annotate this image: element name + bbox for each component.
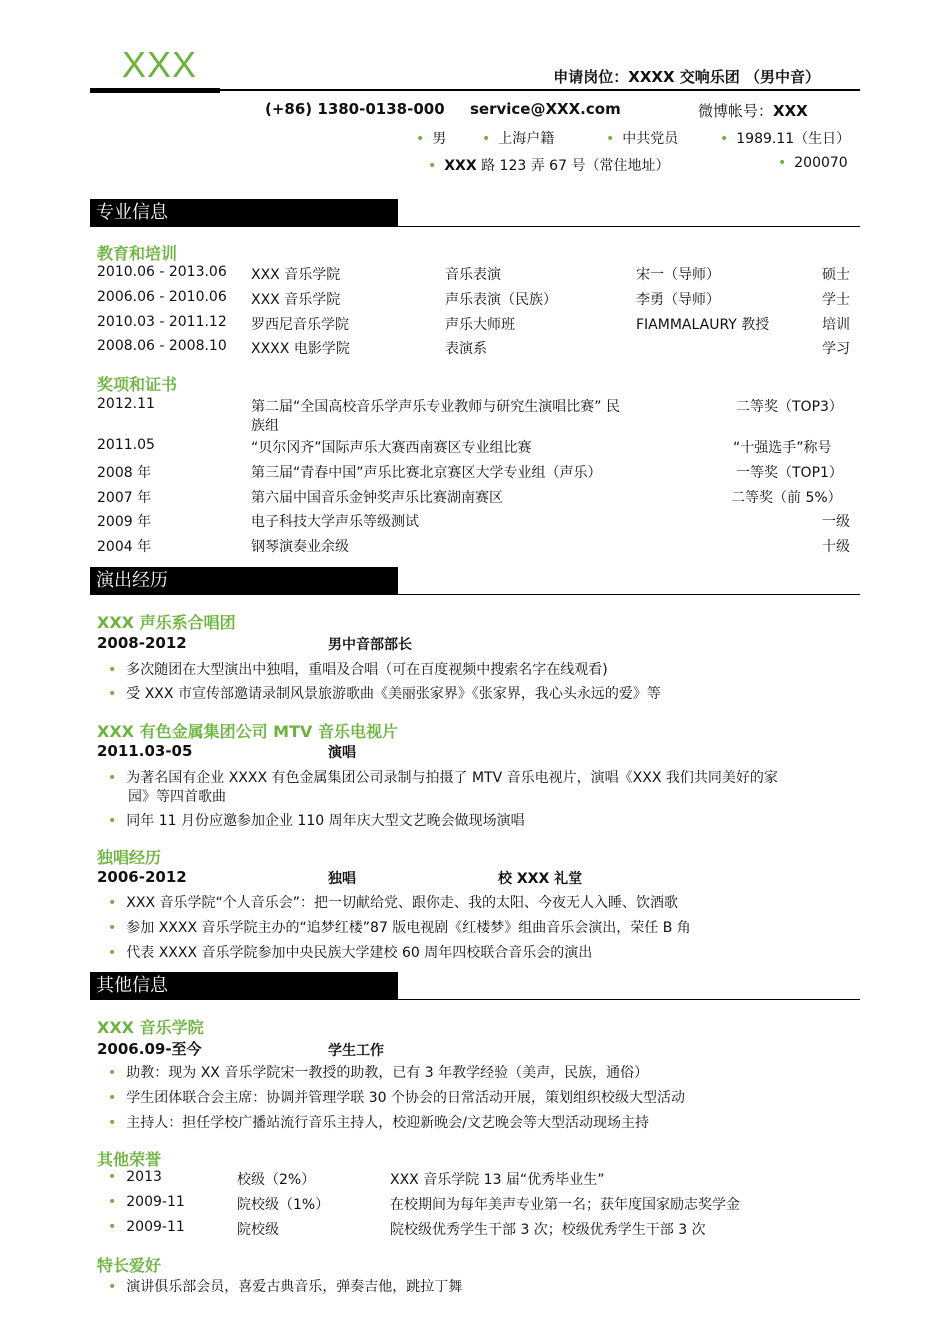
bullet-text: 主持人：担任学校广播站流行音乐主持人，校迎新晚会/文艺晚会等大型活动现场主持 [126, 1115, 649, 1131]
weibo-value: XXX [773, 102, 808, 120]
honor-row [108, 1219, 185, 1235]
email: service@XXX.com [470, 100, 621, 118]
bullet-dot-icon: • [606, 131, 615, 147]
edu-date: 2010.06 - 2013.06 [97, 264, 227, 280]
honor-row [108, 1194, 185, 1210]
list-item [108, 659, 608, 679]
list-item [108, 767, 778, 787]
section-divider [398, 226, 860, 227]
school-date: 2006.09-至今 [97, 1040, 202, 1058]
edu-school: XXX 音乐学院 [251, 267, 341, 283]
list-item [108, 810, 525, 830]
section-other: 其他信息 [90, 972, 398, 1000]
award-result: 一级 [822, 514, 850, 530]
list-item [108, 1276, 462, 1296]
apply-position: 申请岗位：XXXX 交响乐团 （男中音） [553, 68, 820, 86]
section-professional: 专业信息 [90, 199, 398, 227]
edu-mentor: 李勇（导师） [636, 292, 720, 308]
address-bold: XXX [444, 158, 477, 174]
info-address [428, 155, 669, 175]
bullet-dot-icon: • [108, 1169, 117, 1185]
award-name: 第二届“全国高校音乐学声乐专业教师与研究生演唱比赛” 民 [251, 399, 620, 415]
birthday: 1989.11（生日） [736, 131, 851, 147]
award-result: 二等奖（前 5%） [731, 490, 842, 506]
bullet-text: 为著名国有企业 XXXX 有色金属集团公司录制与拍摄了 MTV 音乐电视片，演唱《XXX 我们共同美好的家 [126, 770, 778, 786]
edu-school: XXXX 电影学院 [251, 341, 350, 357]
edu-degree: 学习 [822, 341, 850, 357]
edu-degree: 硕士 [822, 267, 850, 283]
edu-major: 声乐表演（民族） [445, 292, 557, 308]
award-year: 2009 年 [97, 514, 152, 530]
bullet-dot-icon: • [416, 131, 425, 147]
mtv-title: XXX 有色金属集团公司 MTV 音乐电视片 [97, 722, 398, 741]
info-hukou [482, 128, 554, 148]
bullet-dot-icon: • [108, 1194, 117, 1210]
list-item [108, 683, 661, 703]
award-name: 第六届中国音乐金钟奖声乐比赛湖南赛区 [251, 490, 503, 506]
bullet-dot-icon: • [108, 770, 117, 786]
solo-venue: 校 XXX 礼堂 [498, 871, 583, 887]
edu-mentor: FIAMMALAURY 教授 [636, 317, 770, 333]
info-party [606, 128, 678, 148]
hukou: 上海户籍 [498, 131, 555, 147]
bullet-dot-icon: • [482, 131, 491, 147]
award-result: “十强选手”称号 [733, 440, 832, 456]
candidate-name: XXX [122, 44, 198, 85]
honors-title: 其他荣誉 [97, 1150, 162, 1169]
edu-mentor: 宋一（导师） [636, 267, 720, 283]
edu-major: 音乐表演 [445, 267, 501, 283]
school-title: XXX 音乐学院 [97, 1018, 204, 1037]
list-item [108, 1087, 685, 1107]
bullet-text: 同年 11 月份应邀参加企业 110 周年庆大型文艺晚会做现场演唱 [126, 813, 525, 829]
choir-title: XXX 声乐系合唱团 [97, 613, 236, 632]
bullet-text: 多次随团在大型演出中独唱，重唱及合唱（可在百度视频中搜索名字在线观看) [126, 662, 608, 678]
honor-year: 2009-11 [126, 1219, 185, 1235]
award-result: 十级 [822, 539, 850, 555]
edu-date: 2010.03 - 2011.12 [97, 314, 227, 330]
bullet-dot-icon: • [720, 131, 729, 147]
school-role: 学生工作 [328, 1043, 384, 1059]
mtv-date: 2011.03-05 [97, 742, 193, 760]
bullet-text: 代表 XXXX 音乐学院参加中央民族大学建校 60 周年四校联合音乐会的演出 [126, 945, 593, 961]
weibo-label: 微博帐号： [698, 102, 774, 120]
edu-date: 2008.06 - 2008.10 [97, 338, 227, 354]
bullet-text: XXX 音乐学院“个人音乐会”：把一切献给党、跟你走、我的太阳、今夜无人入睡、饮酒歌 [126, 895, 678, 911]
bullet-dot-icon: • [108, 1279, 117, 1295]
solo-role: 独唱 [328, 871, 356, 887]
info-gender [416, 128, 446, 148]
edu-school: 罗西尼音乐学院 [251, 317, 349, 333]
postcode: 200070 [794, 155, 848, 171]
award-result: 一等奖（TOP1） [736, 465, 843, 481]
award-year: 2008 年 [97, 465, 152, 481]
list-item [108, 892, 678, 912]
bullet-dot-icon: • [108, 1065, 117, 1081]
award-year: 2004 年 [97, 539, 152, 555]
party: 中共党员 [622, 131, 679, 147]
honor-desc: XXX 音乐学院 13 届“优秀毕业生” [390, 1172, 605, 1188]
info-postcode [778, 155, 848, 171]
honor-desc: 院校级优秀学生干部 3 次；校级优秀学生干部 3 次 [390, 1222, 706, 1238]
solo-date: 2006-2012 [97, 868, 187, 886]
honor-year: 2009-11 [126, 1194, 185, 1210]
education-title: 教育和培训 [97, 244, 178, 263]
award-result: 二等奖（TOP3） [736, 399, 843, 415]
phone: (+86) 1380-0138-000 [265, 100, 445, 118]
bullet-text: 学生团体联合会主席：协调并管理学联 30 个协会的日常活动开展，策划组织校级大型活动 [126, 1090, 685, 1106]
award-year: 2012.11 [97, 396, 155, 412]
bullet-dot-icon: • [108, 686, 117, 702]
solo-title: 独唱经历 [97, 848, 162, 867]
award-year: 2011.05 [97, 437, 155, 453]
bullet-dot-icon: • [108, 1219, 117, 1235]
section-performance: 演出经历 [90, 567, 398, 595]
bullet-text: 助教：现为 XX 音乐学院宋一教授的助教，已有 3 年教学经验（美声，民族，通俗） [126, 1065, 649, 1081]
honor-desc: 在校期间为每年美声专业第一名；获年度国家励志奖学金 [390, 1197, 740, 1213]
hobbies-text: 演讲俱乐部会员，喜爱古典音乐，弹奏吉他，跳拉丁舞 [126, 1279, 463, 1295]
bullet-dot-icon: • [108, 662, 117, 678]
header-divider [220, 89, 860, 91]
bullet-dot-icon: • [778, 155, 787, 171]
awards-title: 奖项和证书 [97, 375, 178, 394]
edu-degree: 培训 [822, 317, 850, 333]
award-name: “贝尔冈齐”国际声乐大赛西南赛区专业组比赛 [251, 440, 532, 456]
honor-level: 院校级 [237, 1222, 279, 1238]
bullet-text: 受 XXX 市宣传部邀请录制风景旅游歌曲《美丽张家界》《张家界，我心头永远的爱》等 [126, 686, 661, 702]
list-item [108, 1112, 649, 1132]
address-rest: 路 123 弄 67 号（常住地址） [476, 158, 670, 174]
honor-level: 校级（2%） [237, 1172, 316, 1188]
bullet-text-cont: 园》等四首歌曲 [128, 789, 226, 805]
bullet-text: 参加 XXXX 音乐学院主办的“追梦红楼”87 版电视剧《红楼梦》组曲音乐会演出，荣任 B 角 [126, 920, 691, 936]
honor-year: 2013 [126, 1169, 162, 1185]
section-divider [398, 594, 860, 595]
bullet-dot-icon: • [108, 945, 117, 961]
award-name: 第三届“青春中国”声乐比赛北京赛区大学专业组（声乐） [251, 465, 602, 481]
bullet-dot-icon: • [428, 158, 437, 174]
choir-role: 男中音部部长 [328, 637, 412, 653]
bullet-dot-icon: • [108, 920, 117, 936]
info-birth [720, 128, 850, 148]
edu-major: 声乐大师班 [445, 317, 515, 333]
award-name: 钢琴演奏业余级 [251, 539, 349, 555]
list-item [108, 917, 691, 937]
honor-level: 院校级（1%） [237, 1197, 330, 1213]
edu-major: 表演系 [445, 341, 487, 357]
mtv-role: 演唱 [328, 745, 356, 761]
award-name: 电子科技大学声乐等级测试 [251, 514, 419, 530]
list-item [108, 1062, 648, 1082]
weibo [698, 100, 808, 121]
edu-date: 2006.06 - 2010.06 [97, 289, 227, 305]
edu-degree: 学士 [822, 292, 850, 308]
bullet-dot-icon: • [108, 1090, 117, 1106]
award-name-cont: 族组 [251, 418, 279, 434]
honor-row [108, 1169, 162, 1185]
choir-date: 2008-2012 [97, 634, 187, 652]
section-divider [398, 999, 860, 1000]
name-underline [90, 88, 220, 93]
award-year: 2007 年 [97, 490, 152, 506]
bullet-dot-icon: • [108, 1115, 117, 1131]
hobbies-title: 特长爱好 [97, 1256, 162, 1275]
edu-school: XXX 音乐学院 [251, 292, 341, 308]
bullet-dot-icon: • [108, 895, 117, 911]
bullet-dot-icon: • [108, 813, 117, 829]
list-item [108, 942, 592, 962]
gender: 男 [432, 131, 447, 147]
